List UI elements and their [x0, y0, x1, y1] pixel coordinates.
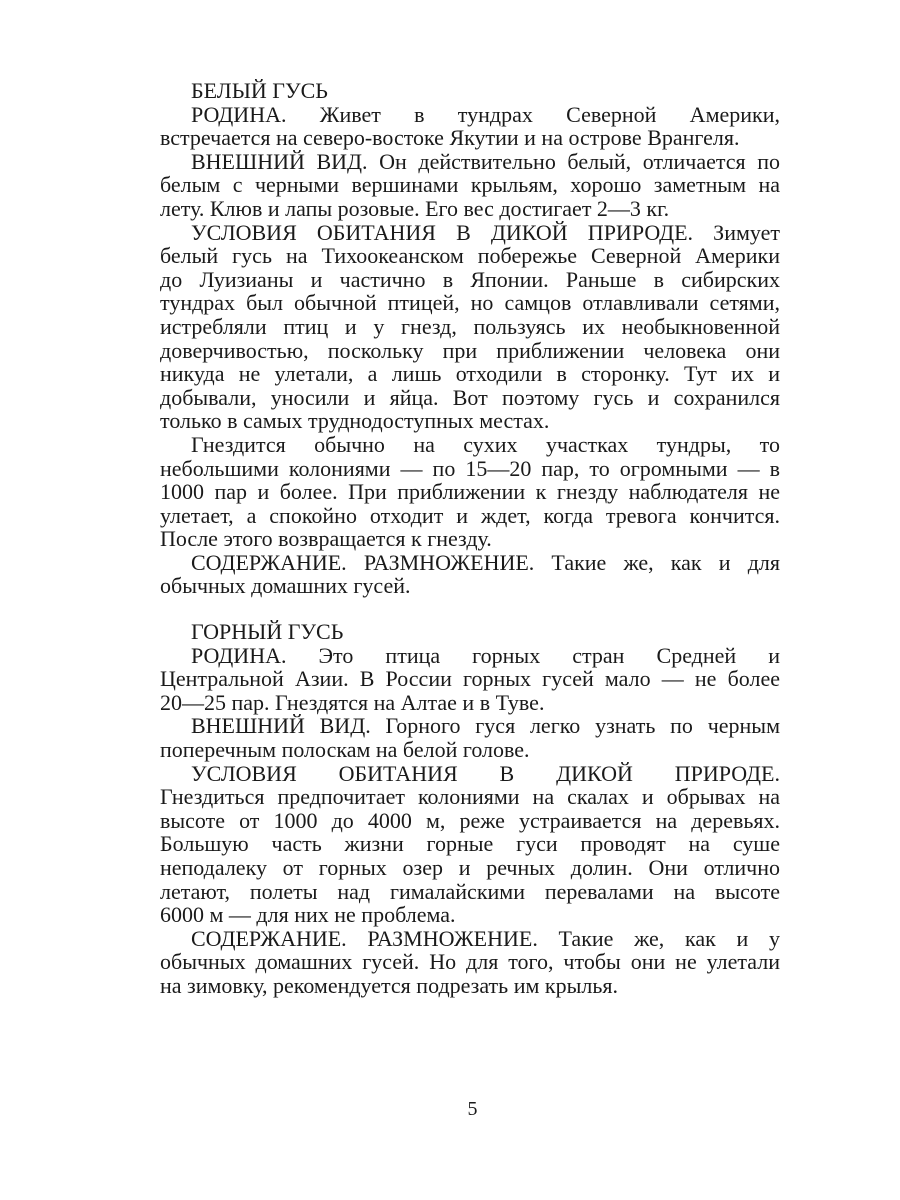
text-line: встречается на северо-востоке Якутии и на острове Врангеля.	[160, 125, 740, 151]
text-line: лету. Клюв и лапы розовые. Его вес достигает 2—3 кг.	[160, 195, 670, 221]
text-line: СОДЕРЖАНИЕ. РАЗМНОЖЕНИЕ. Такие же, как и для	[191, 549, 780, 575]
text-line: 1000 пар и более. При приближении к гнезду наблюдателя не	[160, 479, 780, 505]
section-white-goose	[160, 79, 780, 598]
text-line: УСЛОВИЯ ОБИТАНИЯ В ДИКОЙ ПРИРОДЕ.	[191, 760, 780, 786]
section-title: БЕЛЫЙ ГУСЬ	[191, 78, 328, 103]
paragraph	[160, 551, 780, 598]
section-title: ГОРНЫЙ ГУСЬ	[191, 619, 344, 644]
text-line: небольшими колониями — по 15—20 пар, то огромными — в	[160, 455, 780, 481]
section-mountain-goose	[160, 620, 780, 998]
text-line: истребляли птиц и у гнезд, пользуясь их необыкновенной	[160, 313, 780, 339]
text-line: 20—25 пар. Гнездятся на Алтае и в Туве.	[160, 689, 545, 715]
text-line: Гнездится обычно на сухих участках тундры, то	[191, 431, 780, 457]
text-line: РОДИНА. Это птица горных стран Средней и	[191, 642, 780, 668]
text-line: СОДЕРЖАНИЕ. РАЗМНОЖЕНИЕ. Такие же, как и у	[191, 925, 780, 951]
text-line: на зимовку, рекомендуется подрезать им крылья.	[160, 972, 618, 998]
paragraph	[160, 103, 780, 150]
paragraph	[160, 762, 780, 927]
paragraph	[160, 150, 780, 221]
text-line: белым с черными вершинами крыльям, хорошо заметным на	[160, 172, 780, 198]
text-line: никуда не улетали, а лишь отходили в сторонку. Тут их и	[160, 361, 780, 387]
paragraph	[160, 221, 780, 433]
text-line: обычных домашних гусей. Но для того, чтобы они не улетали	[160, 949, 780, 975]
text-line: неподалеку от горных озер и речных долин. Они отлично	[160, 854, 780, 880]
text-line: белый гусь на Тихоокеанском побережье Северной Америки	[160, 243, 780, 269]
text-line: ВНЕШНИЙ ВИД. Горного гуся легко узнать по черным	[191, 713, 780, 739]
text-line: летают, полеты над гималайскими перевалами на высоте	[160, 878, 780, 904]
text-line: ВНЕШНИЙ ВИД. Он действительно белый, отличается по	[191, 148, 780, 174]
paragraph	[160, 644, 780, 715]
text-line: тундрах был обычной птицей, но самцов отлавливали сетями,	[160, 290, 780, 316]
paragraph	[160, 927, 780, 998]
text-line: Центральной Азии. В России горных гусей мало — не более	[160, 666, 780, 692]
text-line: Гнездиться предпочитает колониями на скалах и обрывах на	[160, 784, 780, 810]
text-line: поперечным полоскам на белой голове.	[160, 736, 530, 762]
paragraph	[160, 433, 780, 551]
text-line: до Луизианы и частично в Японии. Раньше в сибирских	[160, 266, 780, 292]
text-line: обычных домашних гусей.	[160, 573, 411, 599]
text-line: Большую часть жизни горные гуси проводят на суше	[160, 831, 780, 857]
paragraph	[160, 714, 780, 761]
page-number: 5	[467, 1098, 478, 1120]
text-line: После этого возвращается к гнезду.	[160, 526, 492, 552]
text-line: РОДИНА. Живет в тундрах Северной Америки,	[191, 101, 780, 127]
text-line: только в самых труднодоступных местах.	[160, 408, 550, 434]
text-line: 6000 м — для них не проблема.	[160, 902, 456, 928]
text-line: доверчивостью, поскольку при приближении человека они	[160, 337, 780, 363]
text-line: УСЛОВИЯ ОБИТАНИЯ В ДИКОЙ ПРИРОДЕ. Зимует	[191, 219, 780, 245]
text-line: улетает, а спокойно отходит и ждет, когда тревога кончится.	[160, 502, 780, 528]
text-line: высоте от 1000 до 4000 м, реже устраивается на деревьях.	[160, 807, 780, 833]
text-line: добывали, уносили и яйца. Вот поэтому гусь и сохранился	[160, 384, 780, 410]
